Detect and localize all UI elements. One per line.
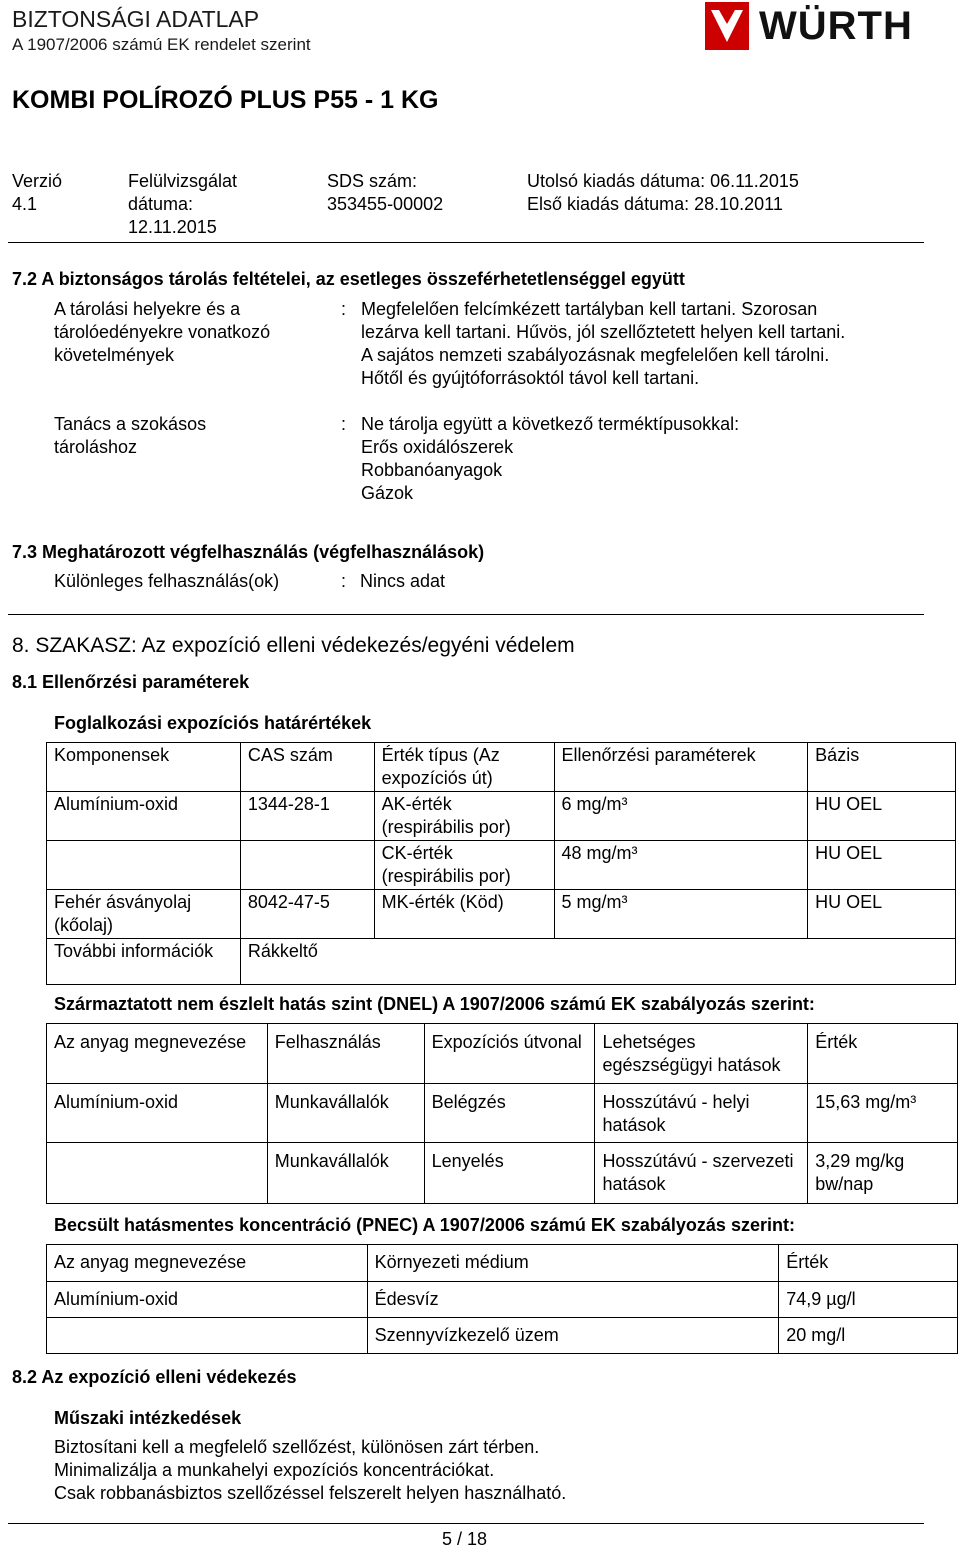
table-cell: 5 mg/m³ <box>554 890 808 939</box>
wurth-logo-text: WÜRTH <box>759 4 913 48</box>
header-cell: Érték <box>808 1024 958 1084</box>
table-row <box>47 792 956 841</box>
table-row <box>47 1318 958 1354</box>
table-cell: Fehér ásványolaj (kőolaj) <box>47 890 241 939</box>
table-cell <box>47 841 241 890</box>
text-line: Megfelelően felcímkézett tartályban kell tartani. Szorosan <box>361 299 818 319</box>
header-cell: Felhasználás <box>267 1024 424 1084</box>
label-line: tárolóedényekre vonatkozó <box>54 322 271 342</box>
table-cell: Édesvíz <box>367 1282 779 1318</box>
table-cell: MK-érték (Köd) <box>374 890 554 939</box>
version-value: 4.1 <box>12 194 38 214</box>
storage-requirements-text <box>361 298 845 390</box>
label-line: A tárolási helyekre és a <box>54 299 241 319</box>
table-cell: 3,29 mg/kg bw/nap <box>808 1143 958 1204</box>
table-header-row <box>47 1245 958 1282</box>
table-cell: HU OEL <box>808 890 956 939</box>
header-cell: Az anyag megnevezése <box>47 1245 368 1282</box>
table-cell: HU OEL <box>808 841 956 890</box>
technical-measures-title: Műszaki intézkedések <box>54 1408 242 1428</box>
table-header-row <box>47 743 956 792</box>
oel-title: Foglalkozási expozíciós határértékek <box>54 713 372 733</box>
header-cell: Bázis <box>808 743 956 792</box>
header-divider <box>8 242 924 243</box>
label-line: tároláshoz <box>54 437 138 457</box>
header-cell: Lehetséges egészségügyi hatások <box>595 1024 808 1084</box>
text-line: Robbanóanyagok <box>361 460 503 480</box>
table-cell: Hosszútávú - helyi hatások <box>595 1084 808 1143</box>
text-line: Ne tárolja együtt a következő terméktípusokkal: <box>361 414 740 434</box>
text-line: Minimalizálja a munkahelyi expozíciós koncentrációkat. <box>54 1460 495 1480</box>
first-issue-date: Első kiadás dátuma: 28.10.2011 <box>527 194 783 214</box>
header-cell: CAS szám <box>240 743 374 792</box>
header-cell: Az anyag megnevezése <box>47 1024 268 1084</box>
text-line: lezárva kell tartani. Hűvös, jól szellőztetett helyen kell tartani. <box>361 322 846 342</box>
header-cell: Expozíciós útvonal <box>424 1024 595 1084</box>
wurth-logo <box>705 2 925 50</box>
revision-date: 12.11.2015 <box>128 217 217 237</box>
revision-label-2: dátuma: <box>128 194 194 214</box>
table-cell: Alumínium-oxid <box>47 1084 268 1143</box>
version-label: Verzió <box>12 171 63 191</box>
table-cell: Szennyvízkezelő üzem <box>367 1318 779 1354</box>
table-row <box>47 1282 958 1318</box>
table-header-row <box>47 1024 958 1084</box>
table-row <box>47 1143 958 1204</box>
oel-table <box>46 742 956 985</box>
pnec-title: Becsült hatásmentes koncentráció (PNEC) A 1907/2006 számú EK szabályozás szerint: <box>54 1215 795 1235</box>
header-cell: Érték típus (Az expozíciós út) <box>374 743 554 792</box>
table-cell <box>47 1143 268 1204</box>
pnec-table <box>46 1244 958 1354</box>
table-cell: 15,63 mg/m³ <box>808 1084 958 1143</box>
revision-label: Felülvizsgálat <box>128 171 238 191</box>
table-cell: Rákkeltő <box>240 939 955 985</box>
regulation-reference: A 1907/2006 számú EK rendelet szerint <box>12 35 311 54</box>
section-divider <box>8 614 924 615</box>
storage-requirements-label <box>54 298 270 367</box>
product-name: KOMBI POLÍROZÓ PLUS P55 - 1 KG <box>12 86 439 114</box>
table-cell: Munkavállalók <box>267 1084 424 1143</box>
colon-separator: : <box>341 299 347 319</box>
table-cell: Belégzés <box>424 1084 595 1143</box>
sds-number: 353455-00002 <box>327 194 444 214</box>
table-cell: CK-érték (respirábilis por) <box>374 841 554 890</box>
header-cell: Érték <box>779 1245 958 1282</box>
table-cell: 8042-47-5 <box>240 890 374 939</box>
table-cell: Hosszútávú - szervezeti hatások <box>595 1143 808 1204</box>
header-cell: Komponensek <box>47 743 241 792</box>
text-line: Csak robbanásbiztos szellőzéssel felszerelt helyen használható. <box>54 1483 567 1503</box>
section-7-3-heading: 7.3 Meghatározott végfelhasználás (végfelhasználások) <box>12 542 485 562</box>
section-8-heading: 8. SZAKASZ: Az expozíció elleni védekezés/egyéni védelem <box>12 634 575 657</box>
last-issue-date: Utolsó kiadás dátuma: 06.11.2015 <box>527 171 799 191</box>
technical-measures-text <box>54 1436 566 1505</box>
table-cell: AK-érték (respirábilis por) <box>374 792 554 841</box>
section-8-1-heading: 8.1 Ellenőrzési paraméterek <box>12 672 250 692</box>
dnel-table <box>46 1023 958 1204</box>
table-cell: HU OEL <box>808 792 956 841</box>
sds-label: SDS szám: <box>327 171 418 191</box>
label-line: követelmények <box>54 345 175 365</box>
text-line: Hőtől és gyújtóforrásoktól távol kell tartani. <box>361 368 700 388</box>
text-line: Gázok <box>361 483 414 503</box>
page-number: 5 / 18 <box>442 1529 488 1549</box>
table-cell: Alumínium-oxid <box>47 792 241 841</box>
table-row <box>47 841 956 890</box>
text-line: A sajátos nemzeti szabályozásnak megfelelően kell tárolni. <box>361 345 830 365</box>
header-cell: Ellenőrzési paraméterek <box>554 743 808 792</box>
table-cell: 20 mg/l <box>779 1318 958 1354</box>
table-row <box>47 890 956 939</box>
dnel-title: Származtatott nem észlelt hatás szint (DNEL) A 1907/2006 számú EK szabályozás szerint: <box>54 994 815 1014</box>
footer-divider <box>8 1523 924 1524</box>
section-8-2-heading: 8.2 Az expozíció elleni védekezés <box>12 1367 297 1387</box>
document-title: BIZTONSÁGI ADATLAP <box>12 6 260 32</box>
storage-advice-label <box>54 413 206 459</box>
specific-use-value: Nincs adat <box>360 571 446 591</box>
table-cell: 48 mg/m³ <box>554 841 808 890</box>
table-cell: 1344-28-1 <box>240 792 374 841</box>
colon-separator: : <box>341 414 347 434</box>
section-7-2-heading: 7.2 A biztonságos tárolás feltételei, az esetleges összeférhetetlenséggel együtt <box>12 269 685 289</box>
specific-use-label: Különleges felhasználás(ok) <box>54 571 280 591</box>
table-cell: Munkavállalók <box>267 1143 424 1204</box>
storage-advice-text <box>361 413 739 505</box>
wurth-logo-mark-icon <box>705 2 749 50</box>
text-line: Biztosítani kell a megfelelő szellőzést, különösen zárt térben. <box>54 1437 540 1457</box>
table-cell: 6 mg/m³ <box>554 792 808 841</box>
header-cell: Környezeti médium <box>367 1245 779 1282</box>
label-line: Tanács a szokásos <box>54 414 207 434</box>
text-line: Erős oxidálószerek <box>361 437 514 457</box>
table-cell: Alumínium-oxid <box>47 1282 368 1318</box>
table-cell: Lenyelés <box>424 1143 595 1204</box>
table-cell <box>240 841 374 890</box>
table-cell <box>47 1318 368 1354</box>
colon-separator: : <box>341 571 347 591</box>
table-cell: 74,9 µg/l <box>779 1282 958 1318</box>
table-row <box>47 1084 958 1143</box>
table-row <box>47 939 956 985</box>
table-cell: További információk <box>47 939 241 985</box>
